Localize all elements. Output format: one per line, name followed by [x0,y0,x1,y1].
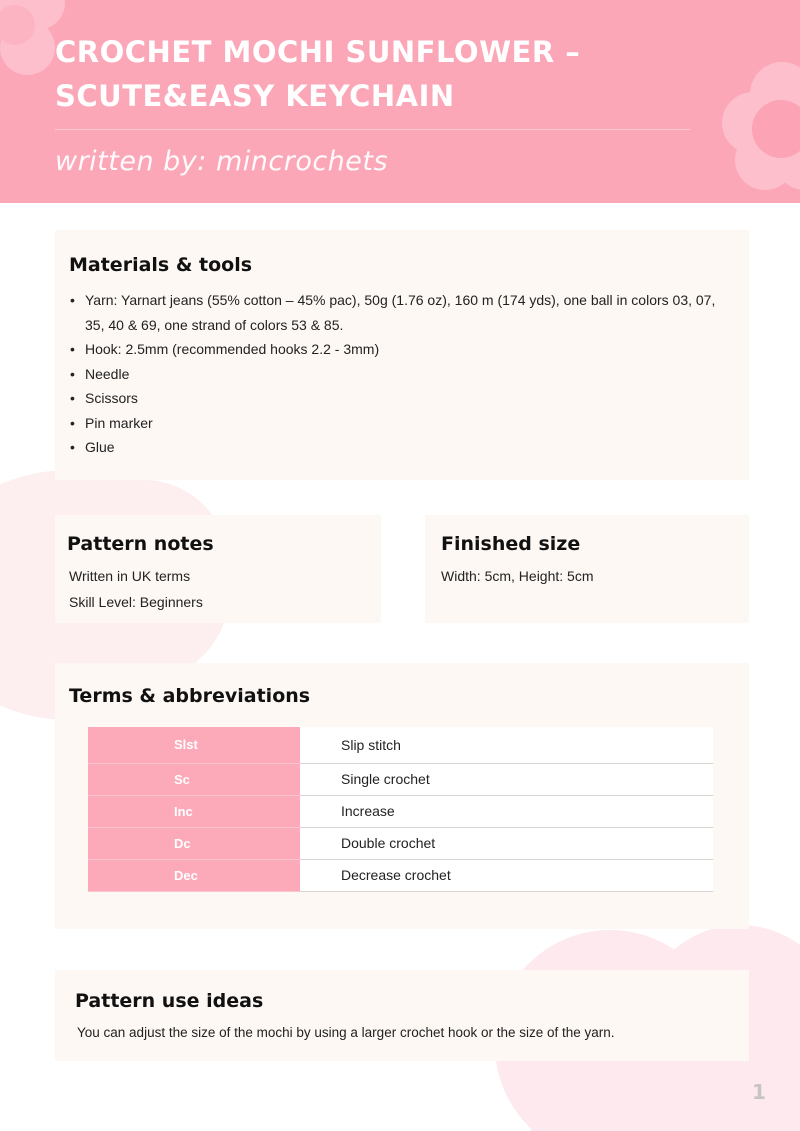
meaning-cell: Increase [300,795,713,827]
abbreviation-cell: Dc [88,827,300,859]
title-divider [55,129,690,130]
pattern-use-ideas-card [55,970,749,1061]
terms-card [55,663,749,929]
pattern-note-line: Skill Level: Beginners [69,594,203,610]
meaning-cell: Single crochet [300,763,713,795]
page-number: 1 [752,1080,766,1104]
list-item: • Yarn: Yarnart jeans (55% cotton – 45% pac), 50g (1.76 oz), 160 m (174 yds), one ball in colors 03, 07, 35, 40 & 69, one strand of colors 53 & 85. [85,288,725,337]
author-byline: written by: mincrochets [55,146,389,177]
meaning-cell: Decrease crochet [300,859,713,891]
table-row [88,727,713,763]
materials-card [55,230,749,480]
table-row [88,763,713,795]
materials-heading: Materials & tools [69,254,253,276]
finished-size-text: Width: 5cm, Height: 5cm [441,568,594,584]
finished-size-heading: Finished size [441,533,581,555]
abbreviations-table [88,727,713,892]
list-item: • Hook: 2.5mm (recommended hooks 2.2 - 3mm) [85,337,725,362]
materials-list [85,288,725,460]
page-header [0,0,800,203]
pattern-note-line: Written in UK terms [69,568,191,584]
pattern-notes-heading: Pattern notes [67,533,214,555]
list-item: • Pin marker [85,411,725,436]
table-row [88,827,713,859]
terms-heading: Terms & abbreviations [69,685,311,707]
finished-size-card [425,515,749,623]
abbreviation-cell: Slst [88,727,300,763]
meaning-cell: Double crochet [300,827,713,859]
list-item: • Needle [85,362,725,387]
pattern-use-ideas-text: You can adjust the size of the mochi by using a larger crochet hook or the size of the yarn. [77,1025,615,1040]
abbreviation-cell: Dec [88,859,300,891]
page-title: CROCHET MOCHI SUNFLOWER – SCUTE&EASY KEYCHAIN [55,35,581,113]
table-row [88,795,713,827]
table-row [88,859,713,891]
list-item: • Glue [85,435,725,460]
list-item: • Scissors [85,386,725,411]
meaning-cell: Slip stitch [300,727,713,763]
abbreviation-cell: Inc [88,795,300,827]
pattern-notes-card [55,515,381,623]
pattern-use-ideas-heading: Pattern use ideas [75,990,264,1012]
abbreviation-cell: Sc [88,763,300,795]
